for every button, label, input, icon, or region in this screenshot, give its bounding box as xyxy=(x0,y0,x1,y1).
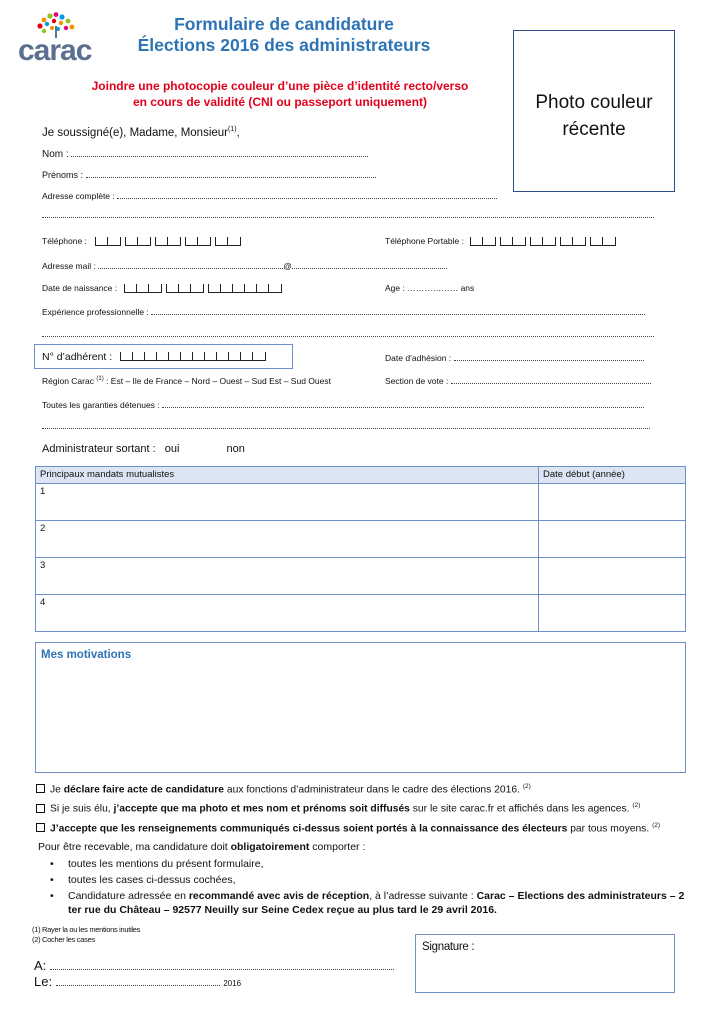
intro-sup: (1) xyxy=(228,126,237,133)
age-label: Age : ……………… ans xyxy=(385,283,475,293)
place-row xyxy=(34,958,394,973)
adresse-field-line-2[interactable] xyxy=(42,210,654,218)
title-line-1: Formulaire de candidature xyxy=(174,14,394,34)
admin-sortant-oui[interactable]: oui xyxy=(164,443,180,455)
declaration-1-post: aux fonctions d’administrateur dans le cadre des élections 2016. xyxy=(224,784,520,796)
carac-logo xyxy=(18,12,98,68)
table-row xyxy=(36,558,686,595)
adresse-row xyxy=(42,191,497,201)
date-adhesion-row xyxy=(385,353,644,363)
mandats-header-date: Date début (année) xyxy=(539,467,686,484)
date-naissance-label: Date de naissance : xyxy=(42,283,118,293)
condition-item: • toutes les mentions du présent formulaire, xyxy=(38,857,694,871)
photo-box-line-1: Photo couleur xyxy=(535,92,653,113)
region-values[interactable]: : Est – Ile de France – Nord – Ouest – Sud Est – Sud Ouest xyxy=(106,376,331,386)
id-notice-line-1: Joindre une photocopie couleur d’une pièce d’identité recto/verso xyxy=(91,79,469,93)
declaration-1 xyxy=(36,779,696,798)
mandats-header-mandat: Principaux mandats mutualistes xyxy=(36,467,539,484)
section-vote-field[interactable] xyxy=(451,376,651,384)
condition-item xyxy=(38,889,694,917)
condition-last-pre: Candidature adressée en xyxy=(68,890,189,902)
experience-field[interactable] xyxy=(151,307,645,315)
place-label: A: xyxy=(34,958,47,973)
motivations-box[interactable] xyxy=(35,642,686,773)
adresse-mail-label: Adresse mail : xyxy=(42,261,96,271)
signature-box[interactable] xyxy=(415,934,675,993)
mandat-cell[interactable]: 3 xyxy=(36,558,539,595)
region-label: Région Carac xyxy=(42,376,94,386)
date-debut-cell[interactable] xyxy=(539,521,686,558)
date-naissance-boxes[interactable] xyxy=(124,284,282,293)
declaration-1-checkbox[interactable] xyxy=(36,784,45,793)
intro-end: , xyxy=(236,126,240,139)
experience-field-line-2[interactable] xyxy=(42,329,654,337)
logo-text: carac xyxy=(18,34,92,67)
nom-row xyxy=(42,149,368,160)
declaration-3-post: par tous moyens. xyxy=(567,823,650,835)
mandat-cell[interactable]: 4 xyxy=(36,595,539,632)
declaration-3-bold: J’accepte que les renseignements communiqués ci-dessus soient portés à la connaissance des électeurs xyxy=(50,823,568,835)
form-title xyxy=(110,14,458,56)
id-notice xyxy=(60,78,500,110)
declarations xyxy=(36,779,696,837)
declaration-1-sup: (2) xyxy=(522,783,531,790)
admin-sortant-label: Administrateur sortant : xyxy=(42,443,156,455)
age-row xyxy=(385,283,474,293)
garanties-row xyxy=(42,400,644,410)
intro-text xyxy=(42,126,240,139)
telephone-label: Téléphone : xyxy=(42,236,87,246)
telephone-portable-row xyxy=(385,236,616,246)
adresse-mail-local-field[interactable] xyxy=(98,261,283,269)
date-label: Le: xyxy=(34,974,53,989)
region-row xyxy=(42,376,331,386)
intro-label: Je soussigné(e), Madame, Monsieur xyxy=(42,126,228,139)
section-vote-label: Section de vote : xyxy=(385,376,449,386)
footnote-1: (1) Rayer la ou les mentions inutiles xyxy=(32,925,141,934)
conditions-intro-post: comporter : xyxy=(309,841,366,853)
table-row xyxy=(36,595,686,632)
declaration-2-checkbox[interactable] xyxy=(36,804,45,813)
declaration-2-post: sur le site carac.fr et affichés dans les agences. xyxy=(409,803,630,815)
photo-box[interactable] xyxy=(513,30,675,192)
footnote-2: (2) Cocher les cases xyxy=(32,935,95,944)
place-field[interactable] xyxy=(50,960,394,970)
experience-row xyxy=(42,307,645,317)
conditions-intro-pre: Pour être recevable, ma candidature doit xyxy=(38,841,231,853)
adresse-field[interactable] xyxy=(117,191,497,199)
adresse-label: Adresse complète : xyxy=(42,191,115,201)
prenoms-field[interactable] xyxy=(86,170,376,178)
garanties-label: Toutes les garanties détenues : xyxy=(42,400,160,410)
experience-label: Expérience professionnelle : xyxy=(42,307,149,317)
declaration-3-sup: (2) xyxy=(652,821,661,829)
garanties-field[interactable] xyxy=(162,400,644,408)
date-year: 2016 xyxy=(223,979,242,988)
telephone-portable-label: Téléphone Portable : xyxy=(385,236,464,246)
date-debut-cell[interactable] xyxy=(539,595,686,632)
date-naissance-row xyxy=(42,283,282,293)
declaration-3-checkbox[interactable] xyxy=(36,823,45,832)
declaration-1-bold: déclare faire acte de candidature xyxy=(63,784,224,796)
id-notice-line-2: en cours de validité (CNI ou passeport uniquement) xyxy=(132,95,428,109)
motivations-title: Mes motivations xyxy=(41,649,132,661)
mandats-table xyxy=(35,466,686,632)
declaration-2-sup: (2) xyxy=(632,802,641,810)
mandat-cell[interactable]: 2 xyxy=(36,521,539,558)
adherent-label: N° d’adhérent : xyxy=(42,350,113,363)
section-vote-row xyxy=(385,376,651,386)
prenoms-row xyxy=(42,170,376,180)
condition-last-bold-1: recommandé avec avis de réception xyxy=(188,890,370,902)
conditions-list xyxy=(38,857,694,917)
at-sign: @ xyxy=(283,261,292,271)
mandat-cell[interactable]: 1 xyxy=(36,484,539,521)
telephone-boxes[interactable] xyxy=(95,237,241,246)
conditions-intro-bold: obligatoirement xyxy=(230,841,310,853)
date-adhesion-field[interactable] xyxy=(454,353,644,361)
signature-label: Signature : xyxy=(422,941,475,953)
declaration-2-pre: Si je suis élu, xyxy=(50,803,114,815)
declaration-1-pre: Je xyxy=(50,784,64,796)
garanties-field-line-2[interactable] xyxy=(42,421,650,429)
mandats-table-wrap xyxy=(35,466,686,632)
table-row xyxy=(36,521,686,558)
condition-last-bold-2: Carac – Elections des administrateurs – 2 ter rue du Château – 92577 Neuilly sur Seine Cedex reçue au plus tard le 29 avril 2016. xyxy=(68,890,685,916)
telephone-row xyxy=(42,236,241,246)
telephone-portable-boxes[interactable] xyxy=(470,237,616,246)
declaration-2 xyxy=(36,798,696,817)
condition-item: • toutes les cases ci-dessus cochées, xyxy=(38,873,694,887)
photo-box-line-2: récente xyxy=(562,119,626,140)
date-field[interactable] xyxy=(56,976,220,986)
footnotes xyxy=(32,925,140,945)
nom-field[interactable] xyxy=(71,149,368,157)
prenoms-label: Prénoms : xyxy=(42,170,84,180)
conditions xyxy=(38,840,694,919)
declaration-3 xyxy=(36,818,696,837)
admin-sortant-row xyxy=(42,443,245,455)
nom-label: Nom : xyxy=(42,149,69,160)
date-debut-cell[interactable] xyxy=(539,558,686,595)
adherent-boxes[interactable] xyxy=(120,352,266,361)
title-line-2: Élections 2016 des administrateurs xyxy=(137,35,431,55)
date-row xyxy=(34,974,241,989)
adresse-mail-row xyxy=(42,261,447,271)
condition-last-mid: , à l’adresse suivante : xyxy=(369,890,477,902)
date-adhesion-label: Date d’adhésion : xyxy=(385,353,452,363)
table-row xyxy=(36,484,686,521)
adherent-box xyxy=(34,344,293,369)
conditions-intro xyxy=(38,840,694,854)
admin-sortant-non[interactable]: non xyxy=(226,443,245,455)
date-debut-cell[interactable] xyxy=(539,484,686,521)
declaration-2-bold: j’accepte que ma photo et mes nom et prénoms soit diffusés xyxy=(113,803,410,815)
region-sup: (1) xyxy=(96,376,104,383)
adresse-mail-domain-field[interactable] xyxy=(292,261,447,269)
